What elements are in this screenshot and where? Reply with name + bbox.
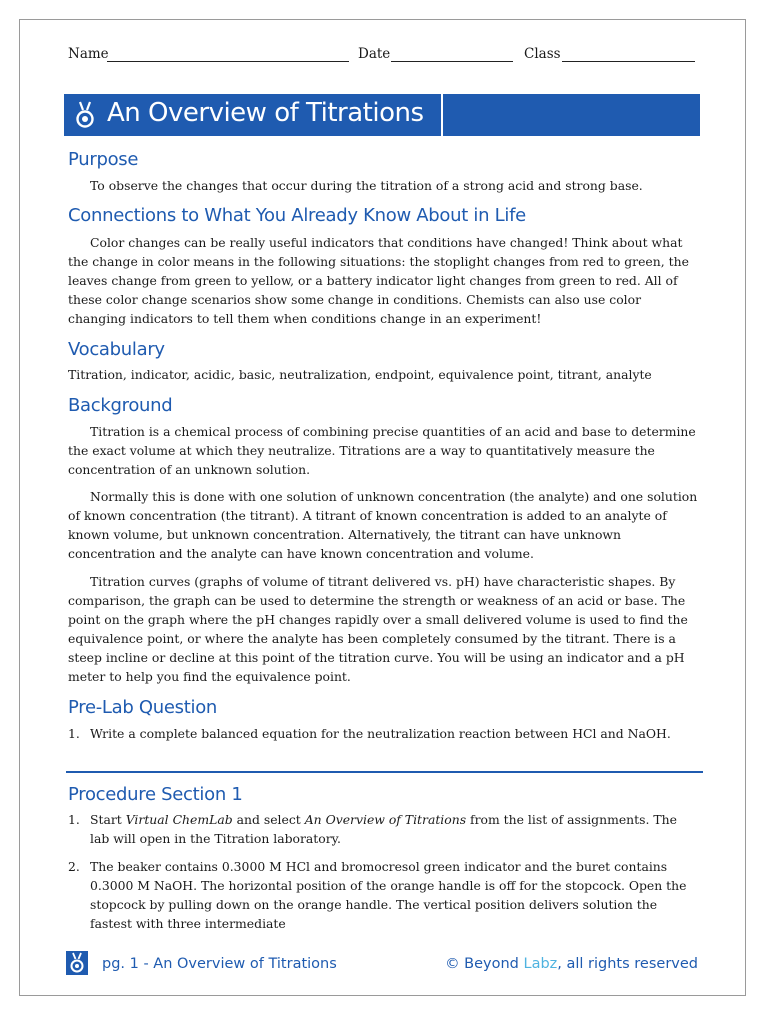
- procedure-step-1: [68, 810, 700, 848]
- title-banner: [64, 94, 700, 136]
- medal-icon: [72, 101, 98, 129]
- date-field[interactable]: [391, 61, 513, 62]
- page-number-label: pg. 1 - An Overview of Titrations: [102, 956, 337, 972]
- connections-heading: Connections to What You Already Know About in Life: [68, 205, 526, 226]
- procedure-step-2: [68, 857, 700, 933]
- background-paragraph-3: Titration curves (graphs of volume of titrant delivered vs. pH) have characteristic shapes. By comparison, the graph can be used to determine the strength or weakness of an acid or base. The point on the graph where the pH changes rapidly over a small delivered volume is used to find the equivalence point, or where the analyte has been completely consumed by the titrant. There is a steep incline or decline at this point of the titration curve. You will be using an indicator and a pH meter to help you find the equivalence point.: [68, 574, 688, 684]
- step-text: The beaker contains 0.3000 M HCl and bromocresol green indicator and the buret contains 0.3000 M NaOH. The horizontal position of the orange handle is off for the stopcock. Open the stopcock by pulling down on the orange handle. The vertical position delivers solution the fastest with three intermediate: [90, 859, 687, 931]
- section-divider: [66, 771, 703, 773]
- class-label: Class: [524, 46, 561, 62]
- background-paragraph-2: Normally this is done with one solution of unknown concentration (the analyte) and one solution of known concentration (the titrant). A titrant of known concentration is added to an analyte of known volume, but unknown concentration. Alternatively, the titrant can have unknown concentration and the analyte can have known concentration and volume.: [68, 489, 698, 561]
- assignment-name: An Overview of Titrations: [304, 812, 467, 827]
- name-field[interactable]: [107, 61, 349, 62]
- copyright-notice: © Beyond Labz, all rights reserved: [445, 956, 698, 972]
- class-field[interactable]: [562, 61, 695, 62]
- step-text: Start Virtual ChemLab and select An Overview of Titrations from the list of assignments. The lab will open in the Titration laboratory.: [90, 812, 677, 846]
- question-number: 1.: [68, 726, 80, 741]
- name-label: Name: [68, 46, 109, 62]
- software-name: Virtual ChemLab: [125, 812, 233, 827]
- purpose-text: To observe the changes that occur during the titration of a strong acid and strong base.: [90, 178, 643, 193]
- procedure-heading: Procedure Section 1: [68, 784, 243, 805]
- purpose-heading: Purpose: [68, 149, 139, 170]
- step-number: 2.: [68, 859, 80, 874]
- connections-text: Color changes can be really useful indicators that conditions have changed! Think about what the change in color means in the following situations: the stoplight changes from red to green, the leaves change from green to yellow, or a battery indicator light changes from green to red. All of these color change scenarios show some change in conditions. Chemists can also use color changing indicators to tell them when conditions change in an experiment!: [68, 235, 689, 326]
- banner-divider: [441, 94, 443, 136]
- brand-labz: Labz: [523, 956, 558, 972]
- prelab-heading: Pre-Lab Question: [68, 697, 218, 718]
- medal-icon: [66, 951, 88, 975]
- vocabulary-heading: Vocabulary: [68, 339, 165, 360]
- page-footer: [66, 955, 698, 977]
- background-paragraph-1: Titration is a chemical process of combining precise quantities of an acid and base to determine the exact volume at which they neutralize. Titrations are a way to quantitatively measure the concentration of an unknown solution.: [68, 424, 696, 477]
- step-number: 1.: [68, 812, 80, 827]
- background-heading: Background: [68, 395, 173, 416]
- question-text: Write a complete balanced equation for the neutralization reaction between HCl and NaOH.: [90, 726, 671, 741]
- date-label: Date: [358, 46, 391, 62]
- prelab-question-1: [68, 724, 700, 743]
- page-title: An Overview of Titrations: [107, 98, 424, 128]
- vocabulary-text: Titration, indicator, acidic, basic, neutralization, endpoint, equivalence point, titrant, analyte: [68, 367, 652, 382]
